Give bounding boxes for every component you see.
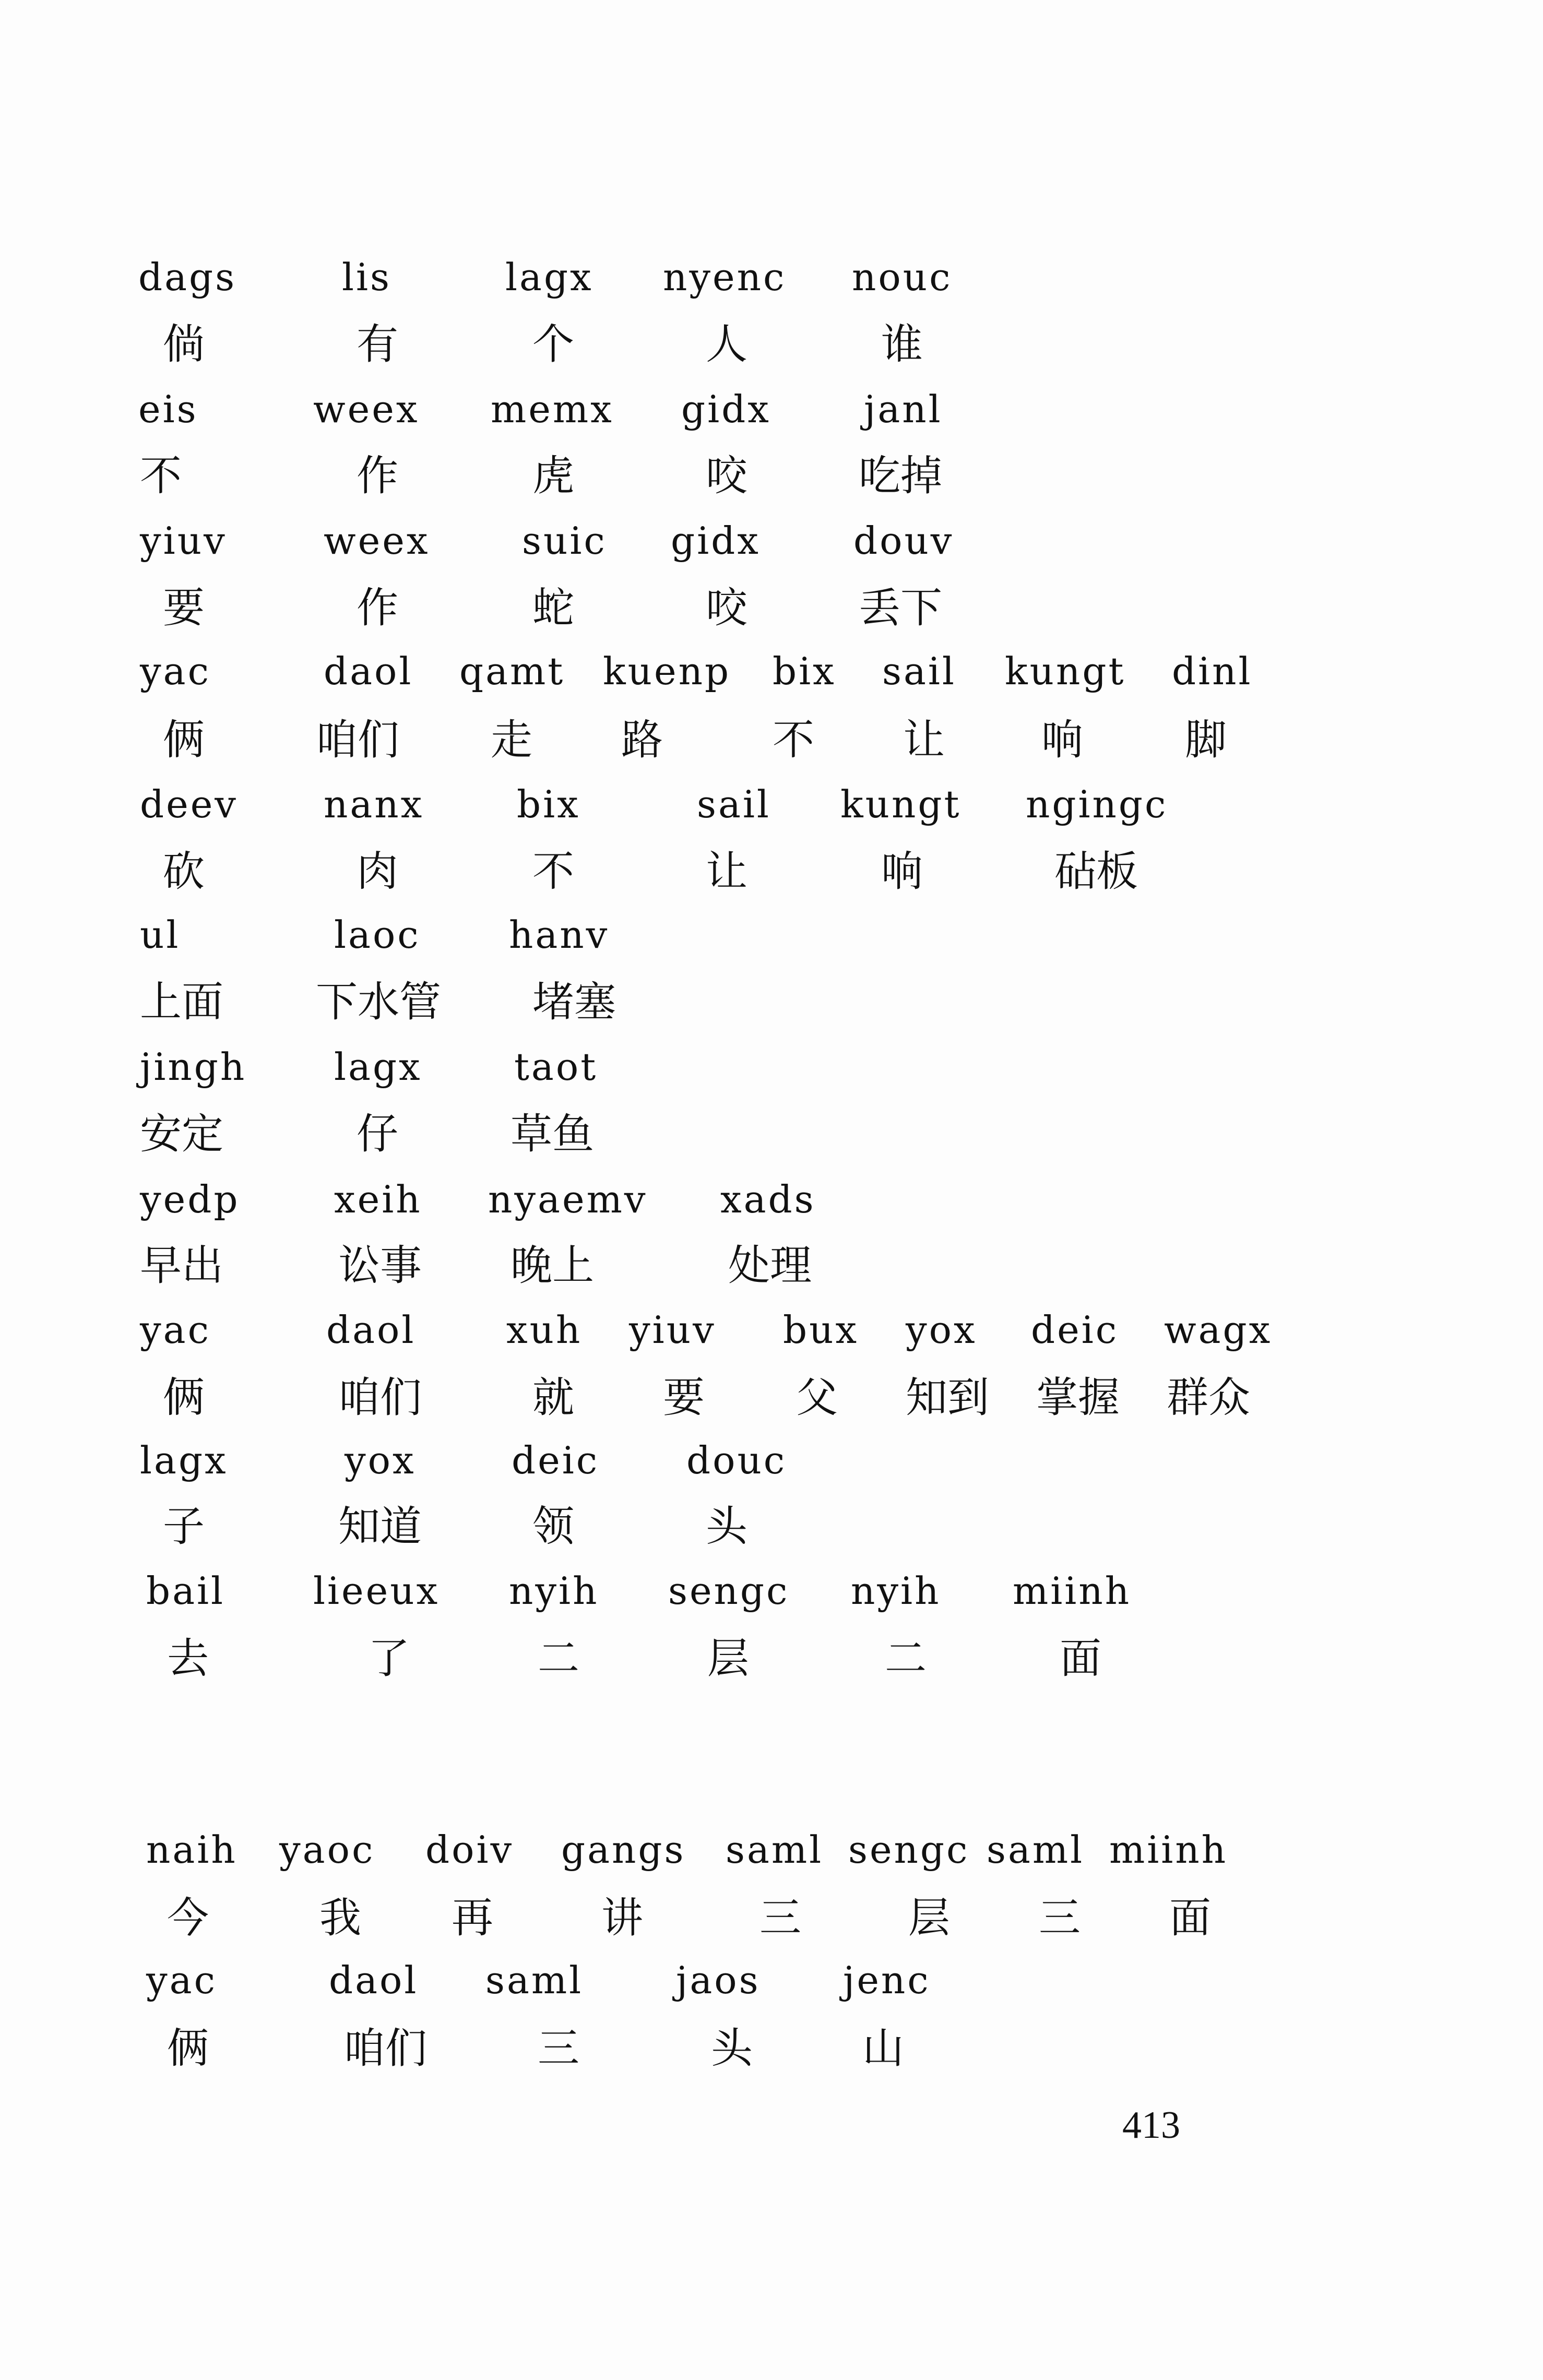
hanzi-line-1 — [0, 320, 1543, 381]
word: bix — [517, 782, 580, 826]
roman-line-2 — [0, 387, 1543, 448]
hanzi: 今 — [167, 1894, 209, 1942]
word: yox — [906, 1308, 977, 1352]
word: ul — [140, 913, 181, 957]
word: deic — [512, 1438, 600, 1482]
word: nyaemv — [488, 1177, 648, 1221]
word: naih — [146, 1828, 238, 1872]
hanzi: 上面 — [140, 978, 223, 1026]
hanzi: 晚上 — [511, 1241, 594, 1290]
word: gidx — [681, 387, 771, 431]
word: kungt — [1005, 649, 1126, 693]
word: jenc — [843, 1958, 931, 2002]
hanzi: 砍 — [163, 847, 205, 896]
hanzi-line-7 — [0, 1110, 1543, 1171]
word: jaos — [676, 1958, 761, 2002]
word: lagx — [334, 1045, 422, 1089]
hanzi: 要 — [663, 1373, 705, 1422]
hanzi: 作 — [357, 584, 398, 632]
word: taot — [514, 1045, 598, 1089]
hanzi: 父 — [796, 1373, 838, 1422]
hanzi: 头 — [706, 1502, 747, 1551]
word: daol — [326, 1308, 416, 1352]
hanzi: 头 — [711, 2024, 753, 2073]
hanzi-line-6 — [0, 978, 1543, 1039]
hanzi-line-5 — [0, 847, 1543, 908]
hanzi: 让 — [903, 716, 945, 764]
word: nouc — [852, 255, 953, 299]
hanzi: 蛇 — [532, 584, 574, 632]
word: yedp — [140, 1177, 240, 1221]
hanzi: 不 — [532, 847, 574, 896]
hanzi: 咱们 — [316, 716, 399, 764]
word: nyenc — [663, 255, 787, 299]
hanzi: 咬 — [706, 584, 747, 632]
hanzi: 俩 — [167, 2024, 209, 2073]
hanzi: 要 — [163, 584, 205, 632]
word: yac — [140, 1308, 211, 1352]
hanzi: 仔 — [357, 1110, 398, 1158]
word: yac — [146, 1958, 217, 2002]
hanzi-line-13 — [0, 2024, 1543, 2085]
word: laoc — [334, 913, 421, 957]
hanzi: 下水管 — [316, 978, 441, 1026]
word: wagx — [1164, 1308, 1273, 1352]
word: bail — [146, 1569, 225, 1613]
word: weex — [313, 387, 420, 431]
hanzi: 就 — [532, 1373, 574, 1422]
hanzi: 面 — [1060, 1634, 1101, 1683]
word: lieeux — [313, 1569, 440, 1613]
word: nanx — [324, 782, 424, 826]
hanzi-line-9 — [0, 1373, 1543, 1434]
word: nyih — [851, 1569, 941, 1613]
roman-line-10 — [0, 1438, 1543, 1499]
hanzi: 安定 — [140, 1110, 223, 1158]
roman-line-4 — [0, 649, 1543, 710]
word: dinl — [1172, 649, 1253, 693]
word: lis — [342, 255, 392, 299]
word: nyih — [509, 1569, 599, 1613]
hanzi: 让 — [706, 847, 747, 896]
hanzi: 响 — [881, 847, 923, 896]
hanzi: 虎 — [532, 451, 574, 500]
hanzi: 脚 — [1185, 716, 1227, 764]
hanzi: 俩 — [163, 716, 205, 764]
word: suic — [522, 519, 607, 563]
roman-line-7 — [0, 1045, 1543, 1105]
word: lagx — [505, 255, 594, 299]
word: memx — [491, 387, 614, 431]
word: yox — [345, 1438, 416, 1482]
word: kuenp — [603, 649, 731, 693]
hanzi: 个 — [532, 320, 574, 368]
word: deic — [1031, 1308, 1119, 1352]
hanzi-line-3 — [0, 584, 1543, 645]
hanzi: 子 — [163, 1502, 205, 1551]
hanzi: 倘 — [163, 320, 205, 368]
word: gangs — [561, 1828, 686, 1872]
hanzi: 不 — [140, 451, 182, 500]
hanzi: 层 — [707, 1634, 749, 1683]
word: xuh — [506, 1308, 583, 1352]
hanzi: 三 — [1039, 1894, 1081, 1942]
hanzi: 咬 — [706, 451, 747, 500]
hanzi-line-8 — [0, 1241, 1543, 1302]
hanzi: 我 — [319, 1894, 361, 1942]
word: sengc — [848, 1828, 970, 1872]
word: qamt — [459, 649, 565, 693]
hanzi: 群众 — [1167, 1373, 1250, 1422]
word: miinh — [1013, 1569, 1132, 1613]
hanzi: 知到 — [906, 1373, 989, 1422]
word: dags — [138, 255, 237, 299]
word: daol — [324, 649, 413, 693]
roman-line-8 — [0, 1177, 1543, 1238]
roman-line-13 — [0, 1958, 1543, 2019]
word: deev — [140, 782, 238, 826]
hanzi: 路 — [621, 716, 663, 764]
hanzi: 砧板 — [1054, 847, 1138, 896]
hanzi: 处理 — [728, 1241, 812, 1290]
hanzi: 山 — [862, 2024, 904, 2073]
hanzi: 三 — [759, 1894, 801, 1942]
hanzi: 面 — [1169, 1894, 1211, 1942]
roman-line-3 — [0, 519, 1543, 579]
roman-line-12 — [0, 1828, 1543, 1888]
word: jingh — [140, 1045, 247, 1089]
hanzi: 作 — [357, 451, 398, 500]
hanzi: 早出 — [140, 1241, 223, 1290]
word: janl — [864, 387, 943, 431]
word: bux — [783, 1308, 859, 1352]
hanzi: 吃掉 — [859, 451, 942, 500]
hanzi-line-11 — [0, 1634, 1543, 1695]
hanzi: 二 — [885, 1634, 927, 1683]
hanzi: 俩 — [163, 1373, 205, 1422]
roman-line-6 — [0, 913, 1543, 973]
hanzi-line-2 — [0, 451, 1543, 513]
word: hanv — [509, 913, 610, 957]
roman-line-9 — [0, 1308, 1543, 1368]
hanzi: 肉 — [357, 847, 398, 896]
word: xeih — [334, 1177, 422, 1221]
word: sengc — [668, 1569, 790, 1613]
word: bix — [773, 649, 836, 693]
word: weex — [324, 519, 430, 563]
roman-line-11 — [0, 1569, 1543, 1629]
word: gidx — [671, 519, 761, 563]
word: ngingc — [1026, 782, 1168, 826]
hanzi: 响 — [1041, 716, 1083, 764]
roman-line-5 — [0, 782, 1543, 843]
hanzi: 咱们 — [343, 2024, 427, 2073]
word: xads — [720, 1177, 816, 1221]
hanzi: 去 — [167, 1634, 209, 1683]
hanzi: 了 — [368, 1634, 410, 1683]
hanzi: 知道 — [338, 1502, 422, 1551]
word: yac — [140, 649, 211, 693]
hanzi: 掌握 — [1036, 1373, 1120, 1422]
word: daol — [329, 1958, 419, 2002]
word: lagx — [140, 1438, 228, 1482]
hanzi: 有 — [357, 320, 398, 368]
hanzi-line-10 — [0, 1502, 1543, 1563]
word: eis — [138, 387, 198, 431]
hanzi: 再 — [452, 1894, 493, 1942]
hanzi: 二 — [538, 1634, 579, 1683]
word: douc — [686, 1438, 787, 1482]
word: yaoc — [279, 1828, 375, 1872]
word: sail — [697, 782, 771, 826]
word: kungt — [840, 782, 962, 826]
word: saml — [485, 1958, 584, 2002]
word: yiuv — [140, 519, 227, 563]
hanzi: 咱们 — [338, 1373, 422, 1422]
word: miinh — [1109, 1828, 1228, 1872]
hanzi-line-12 — [0, 1894, 1543, 1955]
hanzi: 讼事 — [338, 1241, 422, 1290]
hanzi: 领 — [532, 1502, 574, 1551]
hanzi: 讲 — [601, 1894, 643, 1942]
hanzi: 堵塞 — [532, 978, 616, 1026]
word: yiuv — [629, 1308, 716, 1352]
hanzi: 层 — [908, 1894, 950, 1942]
word: sail — [882, 649, 956, 693]
hanzi: 不 — [773, 716, 814, 764]
hanzi: 谁 — [881, 320, 923, 368]
hanzi: 丢下 — [859, 584, 942, 632]
page-number: 413 — [1122, 2104, 1180, 2147]
hanzi: 三 — [538, 2024, 579, 2073]
word: saml — [987, 1828, 1085, 1872]
hanzi: 草鱼 — [511, 1110, 594, 1158]
hanzi: 走 — [491, 716, 532, 764]
word: doiv — [425, 1828, 514, 1872]
word: douv — [853, 519, 954, 563]
hanzi-line-4 — [0, 716, 1543, 777]
word: saml — [726, 1828, 824, 1872]
roman-line-1 — [0, 255, 1543, 316]
hanzi: 人 — [706, 320, 747, 368]
